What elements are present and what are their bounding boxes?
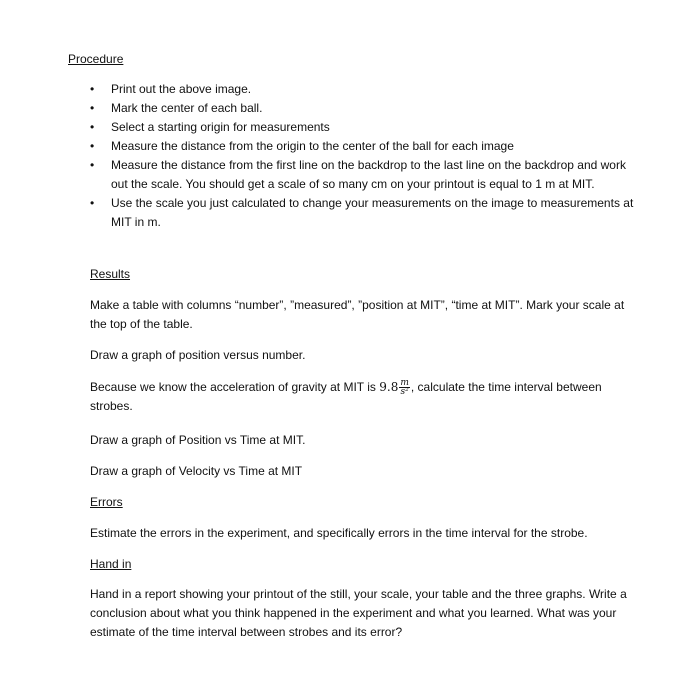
step-text: Use the scale you just calculated to change your measurements on the image to measurements at MIT in m.: [111, 196, 634, 229]
unit-denominator: s²: [400, 387, 409, 398]
results-heading: Results: [90, 267, 131, 281]
unit-numerator: m: [400, 378, 409, 389]
hand-in-text: Hand in a report showing your printout of the still, your scale, your table and the three graphs. Write a conclusion about what you think happened in the experiment and what you learned. What was your estimate of the time interval between strobes and its error?: [90, 587, 627, 639]
bullet-icon: •: [90, 196, 95, 210]
graph-position-time-instruction: Draw a graph of Position vs Time at MIT.: [90, 433, 306, 447]
gravity-value: 9.8: [379, 380, 399, 394]
list-item: [90, 99, 635, 118]
list-item: [90, 80, 635, 99]
procedure-heading: Procedure: [68, 52, 124, 66]
gravity-instruction: [90, 378, 635, 416]
graph-velocity-time-instruction: Draw a graph of Velocity vs Time at MIT: [90, 464, 303, 478]
step-text: Measure the distance from the origin to the center of the ball for each image: [111, 139, 514, 153]
list-item: [90, 118, 635, 137]
step-text: Select a starting origin for measurements: [111, 120, 330, 134]
bullet-icon: •: [90, 101, 95, 115]
bullet-icon: •: [90, 82, 95, 96]
gravity-text-before: Because we know the acceleration of gravity at MIT is: [90, 380, 380, 394]
bullet-icon: •: [90, 158, 95, 172]
list-item: [90, 156, 635, 194]
step-text: Mark the center of each ball.: [111, 101, 263, 115]
table-instruction: Make a table with columns “number”, ”measured”, ”position at MIT”, “time at MIT”. Mark your scale at the top of the table.: [90, 298, 625, 331]
step-text: Print out the above image.: [111, 82, 252, 96]
graph-position-number-instruction: Draw a graph of position versus number.: [90, 348, 306, 362]
list-item: [90, 137, 635, 156]
bullet-icon: •: [90, 120, 95, 134]
procedure-list: [90, 80, 635, 232]
list-item: [90, 194, 635, 232]
errors-heading: Errors: [90, 495, 123, 509]
errors-text: Estimate the errors in the experiment, and specifically errors in the time interval for the strobe.: [90, 526, 588, 540]
step-text: Measure the distance from the first line on the backdrop to the last line on the backdrop and work out the scale. You should get a scale of so many cm on your printout is equal to 1 m at MIT.: [111, 158, 626, 191]
hand-in-heading: Hand in: [90, 557, 132, 571]
gravity-unit-fraction: [399, 379, 410, 396]
gravity-text-after: , calculate the time interval between strobes.: [90, 380, 602, 413]
bullet-icon: •: [90, 139, 95, 153]
